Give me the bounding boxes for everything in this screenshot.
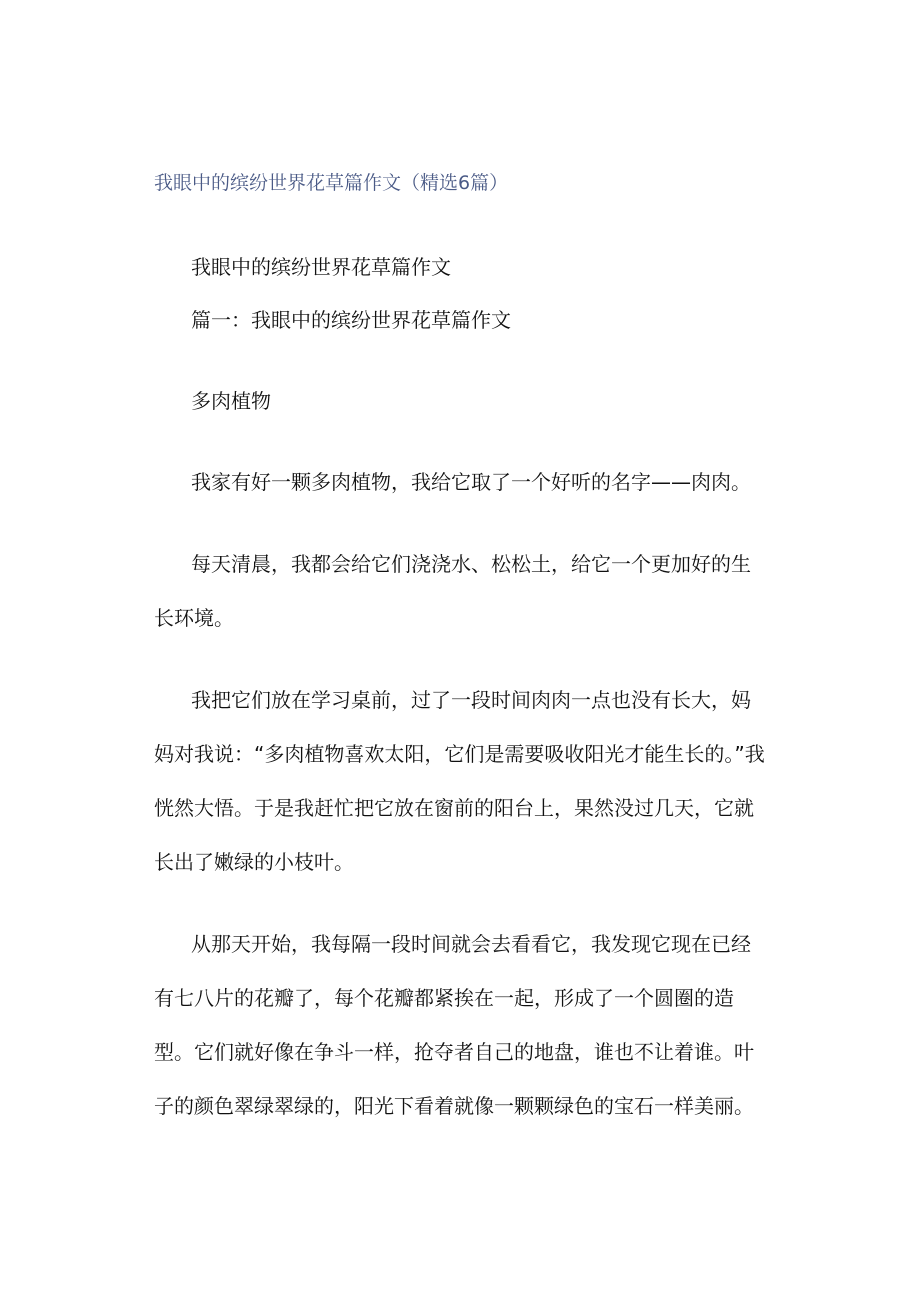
paragraph-4: 从那天开始，我每隔一段时间就会去看看它，我发现它现在已经有七八片的花瓣了，每个花瓣都紧挨在一起，形成了一个圆圈的造型。它们就好像在争斗一样，抢夺者自己的地盘，谁也不让着谁。叶子的颜色翠绿翠绿的，阳光下看着就像一颗颗绿色的宝石一样美丽。: [154, 932, 754, 1118]
essay-collection-subtitle: 我眼中的缤纷世界花草篇作文: [191, 255, 451, 279]
paragraph-1: 我家有好一颗多肉植物，我给它取了一个好听的名字——肉肉。: [191, 470, 751, 494]
section-heading: 篇一：我眼中的缤纷世界花草篇作文: [191, 308, 511, 332]
document-title: 我眼中的缤纷世界花草篇作文（精选6篇）: [154, 172, 509, 194]
paragraph-3: 我把它们放在学习桌前，过了一段时间肉肉一点也没有长大，妈妈对我说：“多肉植物喜欢太阳，它们是需要吸收阳光才能生长的。”我恍然大悟。于是我赶忙把它放在窗前的阳台上，果然没过几天，它就长出了嫩绿的小枝叶。: [154, 688, 765, 874]
essay-title: 多肉植物: [191, 389, 271, 413]
paragraph-2: 每天清晨，我都会给它们浇浇水、松松土，给它一个更加好的生长环境。: [154, 552, 751, 630]
